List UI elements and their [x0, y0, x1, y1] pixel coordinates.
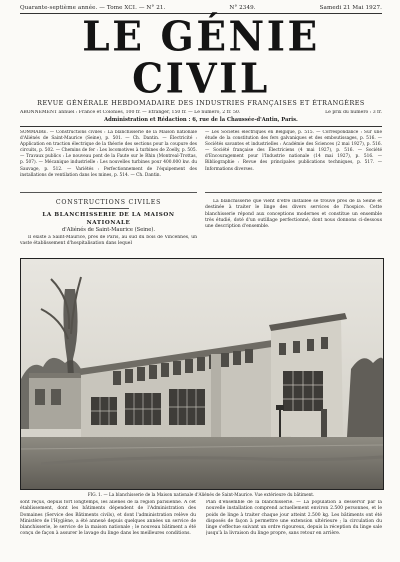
- body-columns: [20, 500, 382, 562]
- administration-line: Administration et Rédaction : 6, rue de la Chaussée-d'Antin, Paris.: [20, 117, 382, 127]
- body-right-column: Plan d'ensemble de la blanchisserie. — La population à desservir par la nouvelle installation comprend actuellement environ 2.500 personnes, et le poids de linge à traiter chaque jour atteint 2.500 kg. Les bâtiments ont été disposés de façon à permettre une extension ultérieure ; la circulation du linge s'effectue suivant un ordre rigoureux, depuis la réception du linge sale jusqu'à la livraison du linge propre, sans retour en arrière.: [206, 500, 382, 537]
- subscription-line: [20, 110, 382, 116]
- masthead-subtitle: REVUE GÉNÉRALE HEBDOMADAIRE DES INDUSTRIES FRANÇAISES ET ÉTRANGÈRES: [37, 99, 365, 107]
- issue-date: Samedi 21 Mai 1927.: [319, 5, 382, 11]
- article-right-intro: La blanchisserie que vient d'être installée se trouve près de la Seine et destinée à traiter le linge des divers services de l'hospice. Cette blanchisserie répond aux conceptions modernes et constitue un ensemble très étudié, doté d'un outillage perfectionné, dont nous donnons ci-dessous une description d'ensemble.: [205, 199, 382, 230]
- building-illustration: [21, 259, 383, 489]
- volume-line: Quarante-septième année. — Tome XCI. — N° 21.: [20, 5, 166, 11]
- summary-section: [20, 130, 382, 254]
- subscription-info: ABONNEMENT annuel : France et Colonies, 100 fr. — Étranger, 150 fr. — Le numéro, 2 fr. 50.: [20, 110, 241, 115]
- article-title: LA BLANCHISSERIE DE LA MAISON NATIONALE: [42, 212, 175, 226]
- summary-left: SOMMAIRE. — Constructions civiles : La blanchisserie de la Maison nationale d'Aliénés de Saint-Maurice (Seine), p. 501. — Ch. Dantin. — Électricité : Application en traction électrique de la théorie des sections pour la coupure des circuits, p. 502. — Chemins de fer : Les locomotives à turbines de Zoelly, p. 505. — Travaux publics : Le nouveau pont de la Faute sur le Rhin (Montreal-Trottas, p. 507). — Mécanique industrielle : Les nouvelles turbines pour 400.000 kw. du Sauvage, p. 512. — Variétés : Perfectionnement de l'équipement des installations de ventilation dans les mines, p. 514. — Ch. Dantin.: [20, 130, 197, 193]
- price-info: Le prix du numéro : 3 fr.: [325, 110, 382, 115]
- article-intro: Il existe à Saint-Maurice, près de Paris, au sud du bois de Vincennes, un vaste établissement d'hospitalisation dans lequel: [20, 235, 197, 247]
- article-subtitle: d'Aliénés de Saint-Maurice (Seine).: [61, 227, 156, 233]
- building-photograph: [20, 258, 384, 490]
- section-heading: CONSTRUCTIONS CIVILES: [55, 199, 162, 206]
- masthead-title: LE GÉNIE CIVIL: [82, 12, 320, 104]
- summary-right: — Les Sociétés électriques en Belgique, p. 515. — Correspondance : Sur une étude de la constitution des fers galvaniques et des emboutissages, p. 516. — Sociétés savantes et industrielles : Académie des Sciences (2 mai 1927), p. 516. — Société française des Électriciens (4 mai 1927), p. 516. — Société d'Encouragement pour l'Industrie nationale (14 mai 1927), p. 516. — Bibliographie : Revue des principales publications techniques, p. 517. — Informations diverses.: [205, 130, 382, 193]
- figure-caption: FIG. 1. — La blanchisserie de la Maison nationale d'Aliénés de Saint-Maurice. Vue extérieure du bâtiment.: [87, 492, 315, 497]
- issue-number: N° 2349.: [229, 5, 256, 11]
- section-rule: [89, 208, 129, 209]
- body-left-column: sont reçus, depuis fort longtemps, les aliénés de la région parisienne. À cet établissement, dont les bâtiments dépendent de l'Administration des Domaines (Service des Bâtiments civils), et dont l'administration relève du Ministère de l'Hygiène, a été annexé depuis quelques années un service de blanchisserie, le service de la maison nationale ; le nouveau bâtiment a été conçu de façon à assurer le lavage du linge dans les meilleures conditions.: [20, 500, 196, 537]
